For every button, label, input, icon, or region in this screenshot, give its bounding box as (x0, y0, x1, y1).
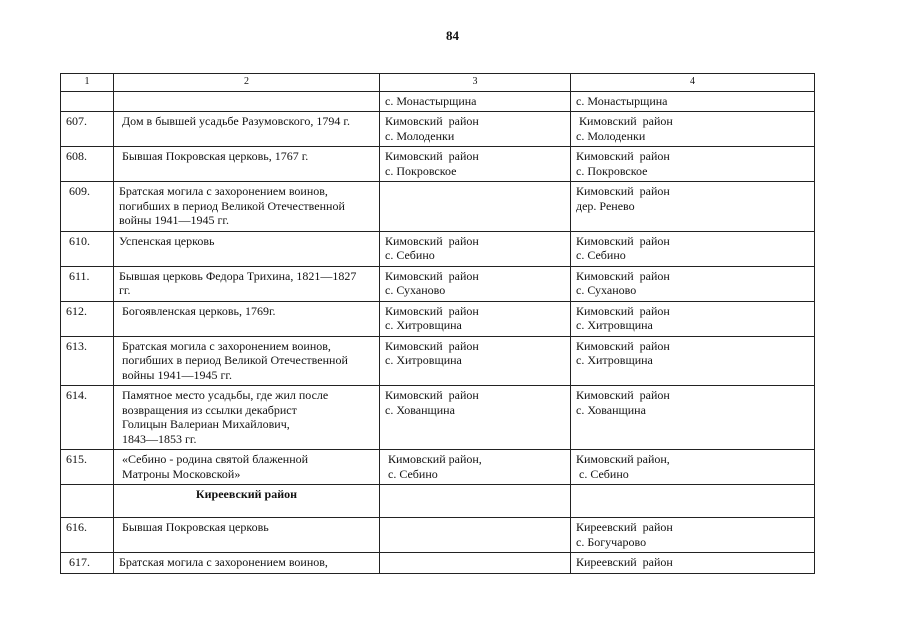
location-line: с. Суханово (576, 283, 637, 297)
location-col3 (380, 266, 571, 301)
location-col4 (571, 518, 815, 553)
location-line: Кимовский район (385, 149, 479, 163)
location-line: Кимовский район (576, 149, 670, 163)
object-name (114, 518, 380, 553)
object-name (114, 386, 380, 450)
location-line: Кимовский район (576, 338, 670, 353)
table-row (61, 112, 815, 147)
row-number (61, 91, 114, 112)
row-number: 616. (61, 518, 114, 553)
object-name (114, 147, 380, 182)
location-col4 (571, 336, 815, 386)
object-name-line: Богоявленская церковь, 1769г. (122, 303, 276, 318)
location-col4 (571, 182, 815, 232)
section-row (61, 485, 815, 518)
location-line: Кимовский район (385, 233, 479, 248)
location-col3 (380, 231, 571, 266)
page-number: 84 (446, 28, 459, 43)
object-name-line: 1843—1853 гг. (122, 431, 197, 446)
column-header-2: 2 (114, 74, 380, 92)
location-line: с. Покровское (576, 163, 648, 178)
table-row (61, 147, 815, 182)
row-number: 610. (61, 231, 114, 266)
object-name-line: войны 1941—1945 гг. (122, 367, 232, 382)
location-line: Кимовский район (576, 114, 673, 128)
object-name-line: возвращения из ссылки декабрист (122, 402, 297, 417)
object-name-line: погибших в период Великой Отечественной (119, 198, 345, 213)
table-row (61, 518, 815, 553)
location-col4 (571, 553, 815, 574)
monuments-table (60, 73, 815, 574)
location-line: Кимовский район (385, 268, 479, 283)
location-line: с. Себино (576, 248, 626, 262)
location-col3 (380, 336, 571, 386)
object-name-line: Братская могила с захоронением воинов, (122, 338, 331, 353)
object-name-line: Братская могила с захоронением воинов, (119, 555, 328, 569)
location-line: с. Хованщина (385, 402, 455, 417)
row-number: 617. (61, 553, 114, 574)
location-line: Кимовский район (385, 303, 479, 318)
location-line: с. Себино (576, 466, 629, 481)
object-name (114, 91, 380, 112)
location-line: с. Суханово (385, 283, 446, 297)
table-row (61, 386, 815, 450)
location-col3 (380, 182, 571, 232)
object-name (114, 182, 380, 232)
object-name-line: Бывшая Покровская церковь, 1767 г. (122, 149, 309, 163)
row-number: 607. (61, 112, 114, 147)
location-line: Кимовский район (576, 184, 670, 198)
object-name (114, 336, 380, 386)
location-line: с. Хитровщина (385, 353, 462, 367)
location-col4 (571, 91, 815, 112)
object-name-line: гг. (119, 283, 131, 297)
object-name-line: «Себино - родина святой блаженной (122, 452, 309, 466)
location-col4 (571, 386, 815, 450)
location-col3 (380, 485, 571, 518)
location-line: с. Богучарово (576, 534, 647, 549)
location-line: Киреевский район (576, 520, 673, 534)
location-col4 (571, 231, 815, 266)
location-line: Кимовский район (576, 303, 670, 318)
location-line: с. Себино (385, 466, 438, 481)
table-row (61, 91, 815, 112)
location-col4 (571, 112, 815, 147)
location-line: Кимовский район (385, 338, 479, 353)
location-col3 (380, 91, 571, 112)
location-col3 (380, 518, 571, 553)
location-line: с. Монастырщина (576, 93, 668, 108)
section-title: Киреевский район (114, 485, 380, 518)
object-name-line: Бывшая Покровская церковь (122, 520, 269, 534)
object-name-line: Памятное место усадьбы, где жил после (122, 388, 329, 402)
row-number: 614. (61, 386, 114, 450)
location-line: Кимовский район, (385, 452, 482, 466)
object-name (114, 301, 380, 336)
object-name (114, 112, 380, 147)
location-col4 (571, 266, 815, 301)
object-name-line: Голицын Валериан Михайлович, (122, 417, 290, 431)
table-row (61, 450, 815, 485)
location-line: Киреевский район (576, 555, 673, 569)
object-name-line: Бывшая церковь Федора Трихина, 1821—1827 (119, 268, 357, 283)
location-col3 (380, 553, 571, 574)
object-name (114, 450, 380, 485)
location-col4 (571, 485, 815, 518)
row-number: 613. (61, 336, 114, 386)
row-number: 611. (61, 266, 114, 301)
table-row (61, 301, 815, 336)
table-row (61, 336, 815, 386)
row-number (61, 485, 114, 518)
object-name (114, 553, 380, 574)
location-line: с. Хованщина (576, 402, 646, 417)
location-line: с. Хитровщина (576, 318, 653, 332)
object-name (114, 231, 380, 266)
location-line: с. Монастырщина (385, 93, 477, 108)
location-line: Кимовский район (576, 233, 670, 248)
table-row (61, 266, 815, 301)
location-col4 (571, 450, 815, 485)
location-col3 (380, 112, 571, 147)
location-line: с. Себино (385, 248, 435, 262)
row-number: 608. (61, 147, 114, 182)
location-col3 (380, 450, 571, 485)
object-name-line: Братская могила с захоронением воинов, (119, 184, 328, 198)
location-line: Кимовский район, (576, 452, 670, 466)
column-header-1: 1 (61, 74, 114, 92)
column-header-4: 4 (571, 74, 815, 92)
table-header-row (61, 74, 815, 92)
location-col3 (380, 301, 571, 336)
location-line: с. Хитровщина (385, 318, 462, 332)
object-name-line: Успенская церковь (119, 233, 215, 248)
location-line: с. Молоденки (385, 128, 455, 143)
location-line: с. Молоденки (576, 128, 646, 143)
column-header-3: 3 (380, 74, 571, 92)
location-line: Кимовский район (385, 388, 479, 402)
table-row (61, 182, 815, 232)
row-number: 612. (61, 301, 114, 336)
object-name-line: Матроны Московской» (122, 466, 241, 481)
location-col3 (380, 386, 571, 450)
location-col3 (380, 147, 571, 182)
object-name-line: погибших в период Великой Отечественной (122, 353, 348, 367)
table-row (61, 231, 815, 266)
location-line: дер. Ренево (576, 198, 635, 213)
location-col4 (571, 301, 815, 336)
object-name-line: Дом в бывшей усадьбе Разумовского, 1794 г. (122, 114, 350, 128)
location-line: с. Покровское (385, 163, 457, 178)
location-line: Кимовский район (576, 388, 670, 402)
row-number: 615. (61, 450, 114, 485)
table-row (61, 553, 815, 574)
location-line: Кимовский район (576, 268, 670, 283)
row-number: 609. (61, 182, 114, 232)
location-col4 (571, 147, 815, 182)
location-line: Кимовский район (385, 114, 479, 128)
object-name-line: войны 1941—1945 гг. (119, 213, 229, 227)
location-line: с. Хитровщина (576, 353, 653, 367)
object-name (114, 266, 380, 301)
